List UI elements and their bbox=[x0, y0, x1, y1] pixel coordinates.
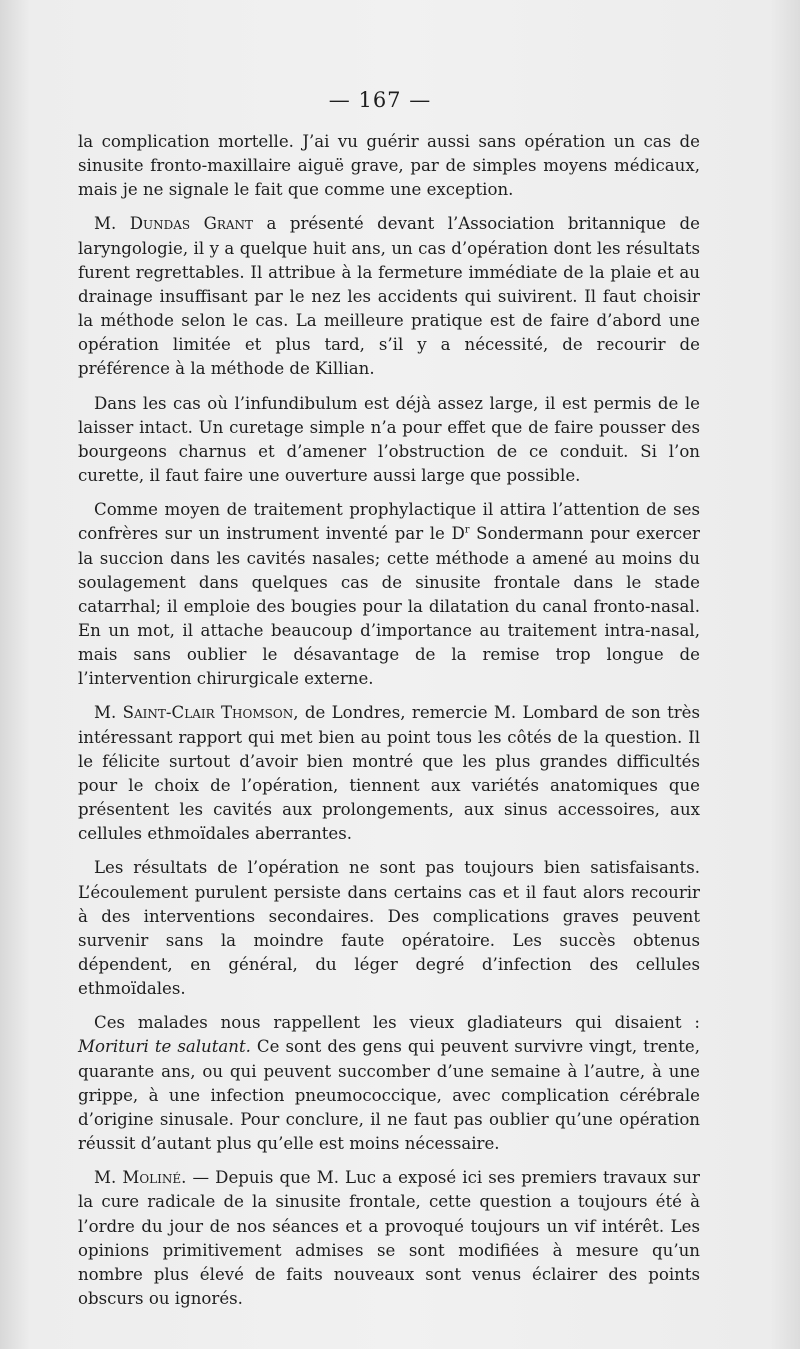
paragraph-4 bbox=[78, 498, 700, 691]
paragraph-4-text-after: Sondermann pour exercer la succion dans les cavités nasales; cette méthode a amené au moins du soulagement dans quelques cas de sinusite frontale dans le stade catarrhal; il emploie des bougies pour la dilatation du canal fronto-nasal. En un mot, il attache beaucoup d’importance au traitement intra-nasal, mais sans oublier le désavantage de la remise trop longue de l’intervention chirurgicale externe. bbox=[78, 524, 700, 689]
paragraph-3-text: Dans les cas où l’infundibulum est déjà assez large, il est permis de le laisser intact. Un curetage simple n’a pour effet que de faire pousser des bourgeons charnus et d’amener l’obstruction de ce conduit. Si l’on curette, il faut faire une ouverture aussi large que possible. bbox=[78, 393, 700, 486]
paragraph-6 bbox=[78, 856, 700, 1001]
speaker-name-dundas-grant: Dundas Grant bbox=[129, 214, 254, 234]
paragraph-1 bbox=[78, 130, 700, 202]
paragraph-7-text-after: Ce sont des gens qui peuvent survivre vingt, trente, quarante ans, ou qui peuvent succomber d’une semaine à l’autre, à une grippe, à une infection pneumococcique, avec complication cérébrale d’origine sinusale. Pour conclure, il ne faut pas oublier qu’une opération réussit d’autant plus qu’elle est moins nécessaire. bbox=[78, 1037, 701, 1154]
speaker-prefix: M. bbox=[94, 703, 123, 723]
speaker-name-saint-clair-thomson: Saint-Clair Thomson bbox=[122, 703, 294, 723]
paragraph-2 bbox=[78, 212, 700, 381]
paragraph-6-text: Les résultats de l’opération ne sont pas toujours bien satisfaisants. L’écoulement purulent persiste dans certains cas et il faut alors recourir à des interventions secondaires. Des complications graves peuvent survenir sans la moindre faute opératoire. Les succès obtenus dépendent, en général, du léger degré d’infection des cellules ethmoïdales. bbox=[78, 858, 700, 999]
paragraph-7 bbox=[78, 1011, 700, 1156]
paragraph-2-text: a présenté devant l’Association britannique de laryngologie, il y a quelque huit ans, un cas d’opération dont les résultats furent regrettables. Il attribue à la fermeture immédiate de la plaie et au drainage insuffisant par le nez les accidents qui suivirent. Il faut choisir la méthode selon le cas. La meilleure pratique est de faire d’abord une opération limitée et plus tard, s’il y a nécessité, de recourir de préférence à la méthode de Killian. bbox=[78, 214, 700, 379]
speaker-prefix: M. bbox=[94, 214, 130, 234]
latin-quote: Morituri te salutant. bbox=[78, 1037, 251, 1057]
paragraph-8-text: — Depuis que M. Luc a exposé ici ses premiers travaux sur la cure radicale de la sinusite frontale, cette question a toujours été à l’ordre du jour de nos séances et a provoqué toujours un vif intérêt. Les opinions primitivement admises se sont modifiées à mesure qu’un nombre plus élevé de faits nouveaux sont venus éclairer des points obscurs ou ignorés. bbox=[78, 1168, 700, 1309]
page-number: — 167 — bbox=[328, 88, 432, 112]
paragraph-1-text: la complication mortelle. J’ai vu guérir aussi sans opération un cas de sinusite fronto-maxillaire aiguë grave, par de simples moyens médicaux, mais je ne signale le fait que comme une exception. bbox=[78, 132, 700, 200]
paragraph-5 bbox=[78, 701, 700, 846]
paragraph-3 bbox=[78, 392, 700, 489]
doctor-superscript: r bbox=[464, 524, 470, 536]
paragraph-7-text-before: Ces malades nous rappellent les vieux gladiateurs qui disaient : bbox=[94, 1013, 700, 1033]
paragraph-4-text-before: Comme moyen de traitement prophylactique il attira l’attention de ses confrères sur un instrument inventé par le D bbox=[78, 500, 700, 544]
speaker-prefix: M. bbox=[94, 1168, 123, 1188]
body-text bbox=[78, 130, 700, 1321]
paragraph-8 bbox=[78, 1166, 700, 1311]
speaker-name-moline: Moliné. bbox=[122, 1168, 187, 1188]
paragraph-5-text: , de Londres, remercie M. Lombard de son très intéressant rapport qui met bien au point tous les côtés de la question. Il le félicite surtout d’avoir bien montré que les plus grandes difficultés pour le choix de l’opération, tiennent aux variétés anatomiques que présentent les cavités aux prolongements, aux sinus accessoires, aux cellules ethmoïdales aberrantes. bbox=[78, 703, 701, 844]
